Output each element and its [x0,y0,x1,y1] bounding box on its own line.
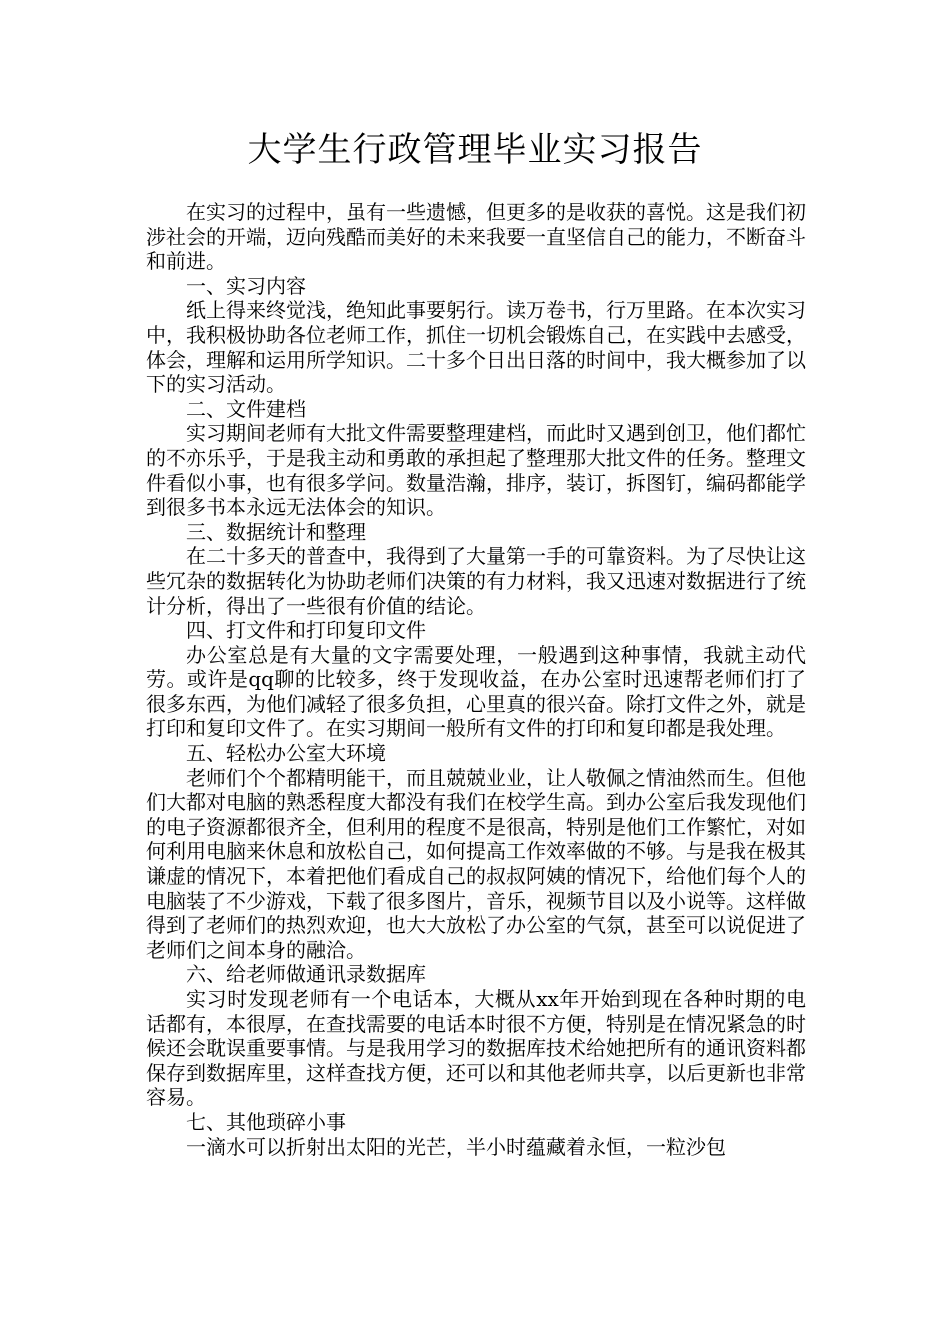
section-heading-4: 四、打文件和打印复印文件 [186,618,426,643]
paragraph-6: 实习时发现老师有一个电话本，大概从xx年开始到现在各种时期的电话都有，本很厚，在查找需要的电话本时很不方便，特别是在情况紧急的时候还会耽误重要事情。与是我用学习的数据库技术给她把所有的通讯资料都保存到数据库里，这样查找方便，还可以和其他老师共享，以后更新也非常容易。 [146,987,806,1110]
paragraph-3: 在二十多天的普查中，我得到了大量第一手的可靠资料。为了尽快让这些冗杂的数据转化为协助老师们决策的有力材料，我又迅速对数据进行了统计分析，得出了一些很有价值的结论。 [146,544,806,618]
section-heading-3: 三、数据统计和整理 [186,519,366,544]
section-heading-1: 一、实习内容 [186,273,306,298]
paragraph-intro: 在实习的过程中，虽有一些遗憾，但更多的是收获的喜悦。这是我们初涉社会的开端，迈向残酷而美好的未来我要一直坚信自己的能力，不断奋斗和前进。 [146,200,806,274]
paragraph-1: 纸上得来终觉浅，绝知此事要躬行。读万卷书，行万里路。在本次实习中，我积极协助各位老师工作，抓住一切机会锻炼自己，在实践中去感受，体会，理解和运用所学知识。二十多个日出日落的时间中，我大概参加了以下的实习活动。 [146,298,806,397]
section-heading-5: 五、轻松办公室大环境 [186,741,386,766]
section-heading-7: 七、其他琐碎小事 [186,1109,346,1134]
document-body [146,200,806,1159]
section-heading-6: 六、给老师做通讯录数据库 [186,962,426,987]
paragraph-4: 办公室总是有大量的文字需要处理，一般遇到这种事情，我就主动代劳。或许是qq聊的比较多，终于发现收益，在办公室时迅速帮老师们打了很多东西，为他们减轻了很多负担，心里真的很兴奋。除打文件之外，就是打印和复印文件了。在实习期间一般所有文件的打印和复印都是我处理。 [146,642,806,741]
paragraph-7: 一滴水可以折射出太阳的光芒，半小时蕴藏着永恒，一粒沙包 [186,1134,726,1159]
page-title: 大学生行政管理毕业实习报告 [247,130,703,170]
paragraph-2: 实习期间老师有大批文件需要整理建档，而此时又遇到创卫，他们都忙的不亦乐乎，于是我主动和勇敢的承担起了整理那大批文件的任务。整理文件看似小事，也有很多学问。数量浩瀚，排序，装订，拆图钉，编码都能学到很多书本永远无法体会的知识。 [146,421,806,520]
paragraph-5: 老师们个个都精明能干，而且兢兢业业，让人敬佩之情油然而生。但他们大都对电脑的熟悉程度大都没有我们在校学生高。到办公室后我发现他们的电子资源都很齐全，但利用的程度不是很高，特别是他们工作繁忙，对如何利用电脑来休息和放松自己，如何提高工作效率做的不够。与是我在极其谦虚的情况下，本着把他们看成自己的叔叔阿姨的情况下，给他们每个人的电脑装了不少游戏，下载了很多图片，音乐，视频节目以及小说等。这样做得到了老师们的热烈欢迎，也大大放松了办公室的气氛，甚至可以说促进了老师们之间本身的融洽。 [146,765,806,962]
section-heading-2: 二、文件建档 [186,396,306,421]
